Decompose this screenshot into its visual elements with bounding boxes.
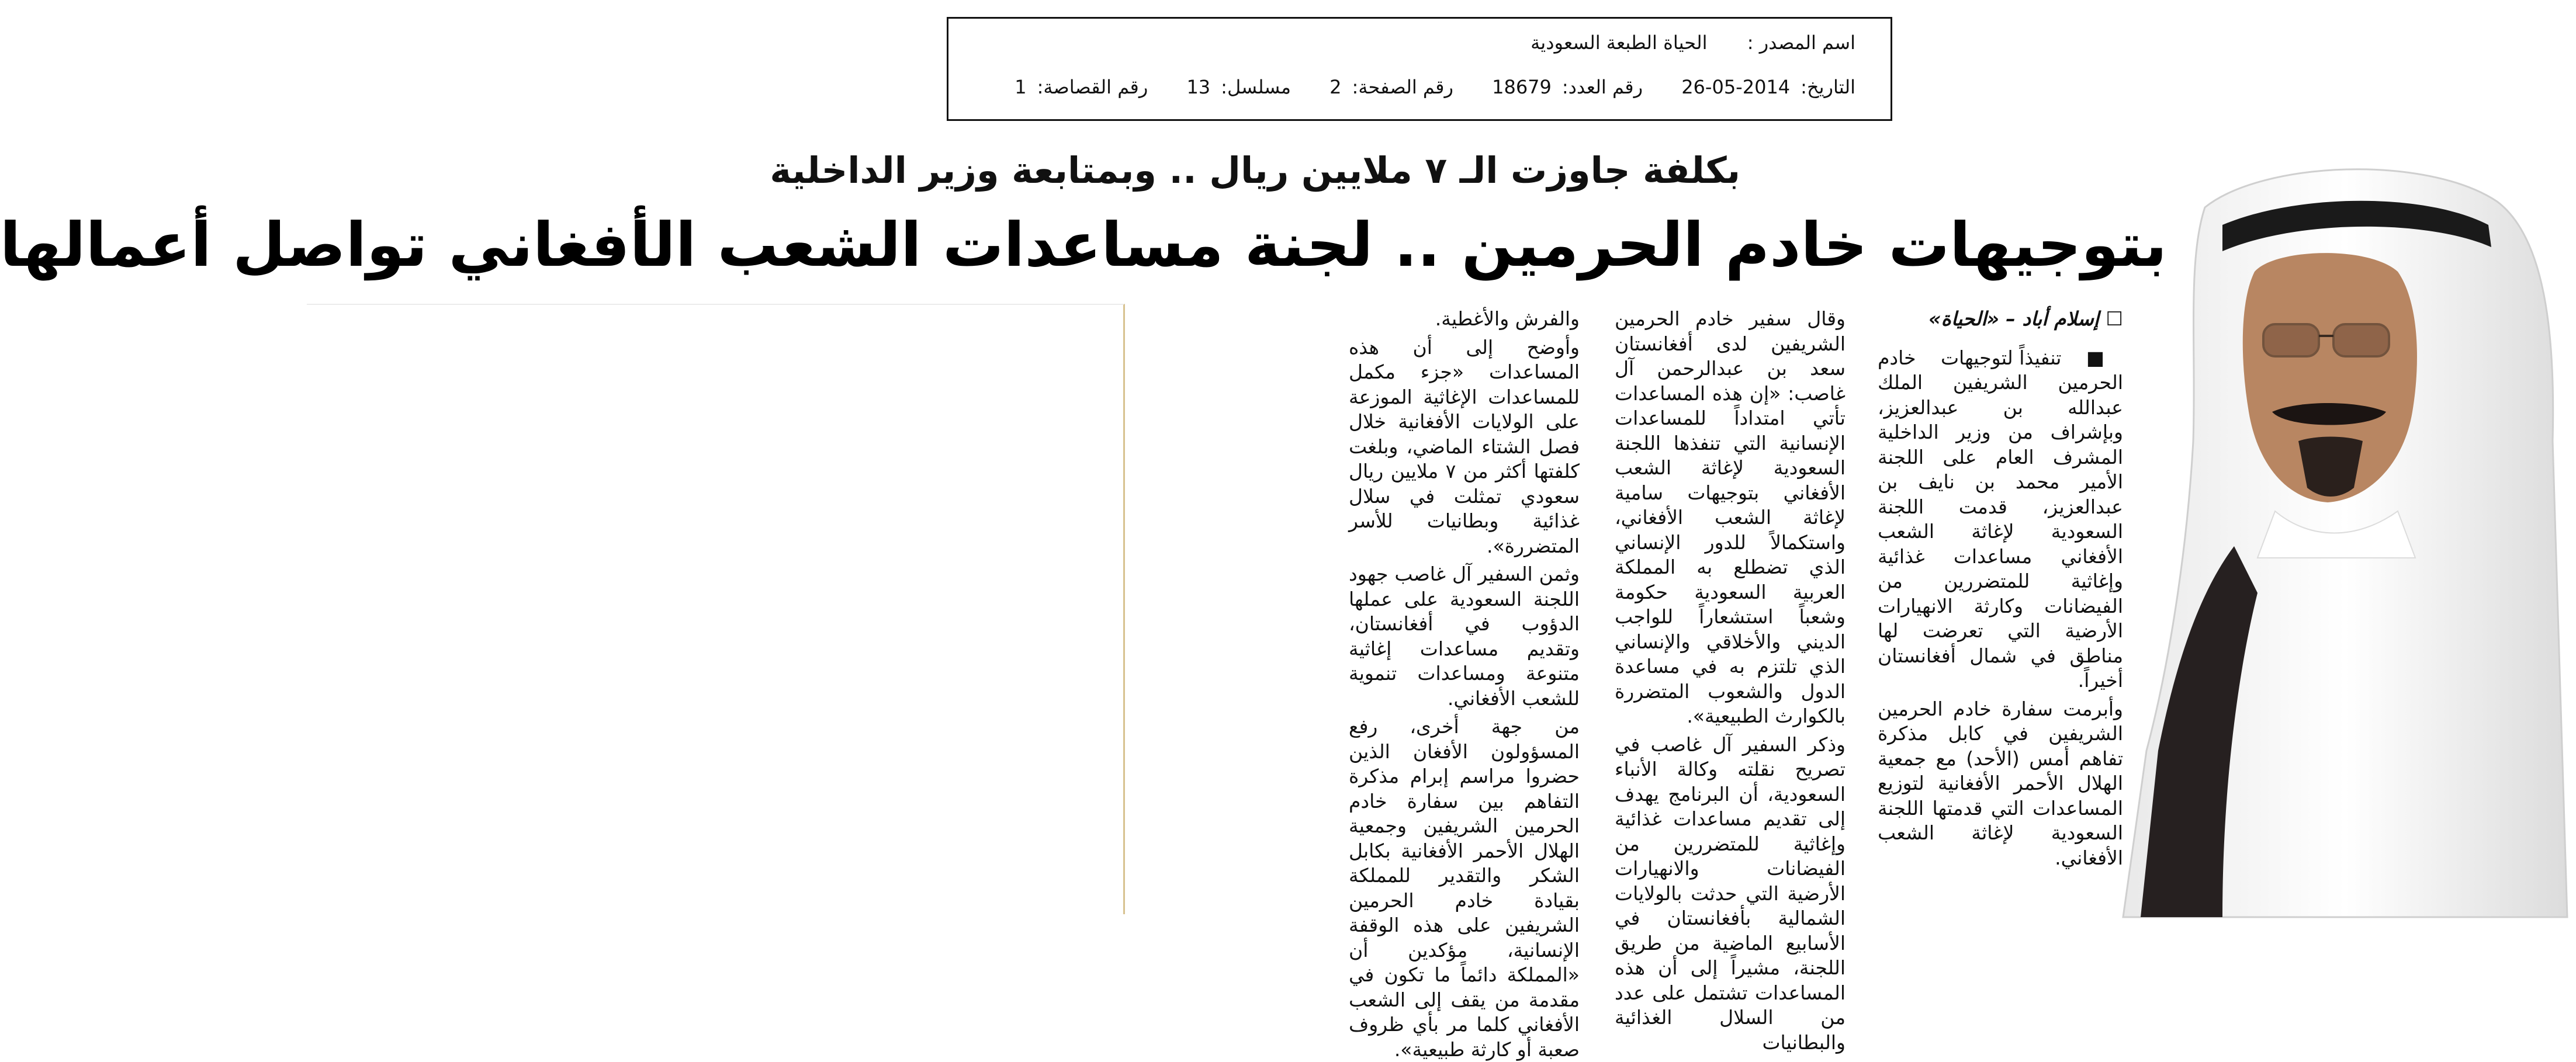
source-row: [972, 32, 1855, 54]
paragraph: وأوضح إلى أن هذه المساعدات «جزء مكمل للمساعدات الإغاثية الموزعة على الولايات الأفغانية خلال فصل الشتاء الماضي، وبلغت كلفتها أكثر من ٧ ملايين ريال سعودي تمثلت في سلال غذائية وبطانيات للأسر المتضررة».: [1349, 335, 1580, 557]
portrait-illustration: [2123, 137, 2576, 917]
article-column-1: [1878, 307, 2123, 911]
dateline-box-icon: ☐: [2106, 307, 2123, 330]
article-headline: بتوجيهات خادم الحرمين .. لجنة مساعدات الشعب الأفغاني تواصل أعمالها: [0, 209, 2167, 280]
source-label: اسم المصدر :: [1747, 32, 1855, 54]
paragraph: من جهة أخرى، رفع المسؤولون الأفغان الذين حضروا مراسم إبرام مذكرة التفاهم بين سفارة خادم الحرمين الشريفين وجمعية الهلال الأحمر الأفغانية بكابل الشكر والتقدير للمملكة بقيادة خادم الحرمين الشريفين على هذه الوقفة الإنسانية، مؤكدين أن «المملكة دائماً ما تكون في مقدمة من يقف إلى الشعب الأفغاني كلما مر بأي ظروف صعبة أو كارثة طبيعية».: [1349, 715, 1580, 1061]
issue-value: 18679: [1492, 76, 1552, 98]
date-value: 26-05-2014: [1681, 76, 1791, 98]
date-label: التاريخ:: [1801, 76, 1855, 98]
photo-placeholder: [307, 304, 1125, 914]
issue-label: رقم العدد:: [1561, 76, 1643, 98]
paragraph: والفرش والأغطية.: [1435, 307, 1580, 330]
serial-label: مسلسل:: [1221, 76, 1291, 98]
dateline-text: إسلام أباد – «الحياة»: [1928, 307, 2099, 330]
clip-label: رقم القصاصة:: [1037, 76, 1148, 98]
serial-value: 13: [1186, 76, 1211, 98]
source-value: الحياة الطبعة السعودية: [1531, 32, 1708, 54]
source-info-box: [947, 17, 1892, 121]
meta-row: [972, 76, 1855, 98]
clip-value: 1: [1015, 76, 1027, 98]
page-label: رقم الصفحة:: [1352, 76, 1453, 98]
article-dateline: [1878, 307, 2123, 332]
paragraph-text: تنفيذاً لتوجيهات خادم الحرمين الشريفين الملك عبدالله بن عبدالعزيز، وبإشراف من وزير الداخلية المشرف العام على اللجنة الأمير محمد بن نايف بن عبدالعزيز، قدمت اللجنة السعودية لإغاثة الشعب الأفغاني مساعدات غذائية وإغاثية للمتضررين من الفيضانات وكارثة الانهيارات الأرضية التي تعرضت لها مناطق في شمال أفغانستان أخيراً.: [1878, 346, 2123, 692]
paragraph: وأبرمت سفارة خادم الحرمين الشريفين في كابل مذكرة تفاهم أمس (الأحد) مع جمعية الهلال الأحمر الأفغانية لتوزيع المساعدات التي قدمتها اللجنة السعودية لإغاثة الشعب الأفغاني.: [1878, 697, 2123, 869]
paragraph: وذكر السفير آل غاصب في تصريح نقلته وكالة الأنباء السعودية، أن البرنامج يهدف إلى تقديم مساعدات غذائية وإغاثية للمتضررين من الفيضانات والانهيارات الأرضية التي حدثت بالولايات الشمالية بأفغانستان في الأسابيع الماضية من طريق اللجنة، مشيراً إلى أن هذه المساعدات تشتمل على عدد من السلال الغذائية والبطانيات: [1615, 733, 1846, 1054]
article-kicker: بكلفة جاوزت الـ ٧ ملايين ريال .. وبمتابعة وزير الداخلية: [770, 149, 1740, 192]
article-column-3: [1349, 307, 1580, 1061]
article-column-2: [1615, 307, 1846, 1054]
page-value: 2: [1329, 76, 1342, 98]
paragraph: [1878, 346, 2123, 693]
bullet-icon: ■: [2086, 346, 2123, 369]
paragraph: وثمن السفير آل غاصب جهود اللجنة السعودية على عملها الدؤوب في أفغانستان، وتقديم مساعدات إغاثية متنوعة ومساعدات تنموية للشعب الأفغاني.: [1349, 563, 1580, 710]
portrait-photo: [2123, 137, 2576, 917]
paragraph: وقال سفير خادم الحرمين الشريفين لدى أفغانستان سعد بن عبدالرحمن آل غاصب: «إن هذه المساعدات تأتي امتداداً للمساعدات الإنسانية التي تنفذها اللجنة السعودية لإغاثة الشعب الأفغاني بتوجيهات سامية لإغاثة الشعب الأفغاني، واستكمالاً للدور الإنساني الذي تضطلع به المملكة العربية السعودية حكومة وشعباً استشعاراً للواجب الديني والأخلاقي والإنساني الذي تلتزم به في مساعدة الدول والشعوب المتضررة بالكوارث الطبيعية».: [1615, 307, 1846, 727]
